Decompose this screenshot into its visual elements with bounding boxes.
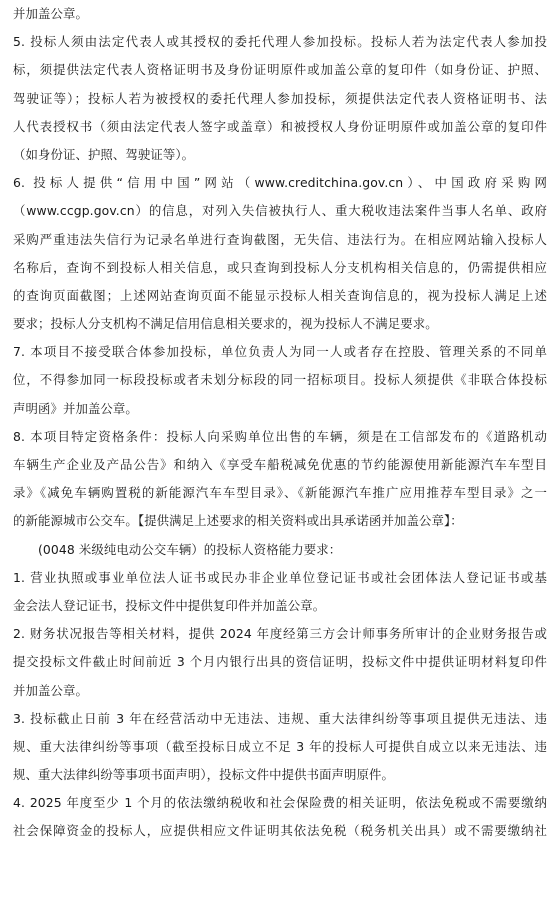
text-line: 标，须提供法定代表人资格证明书及身份证明原件或加盖公章的复印件（如身份证、护照、	[13, 62, 547, 78]
text-line: （www.ccgp.gov.cn）的信息，对列入失信被执行人、重大税收违法案件当事人名单、政府	[13, 203, 547, 219]
text-line: 3. 投标截止日前 3 年在经营活动中无违法、违规、重大法律纠纷等事项且提供无违法、违	[13, 710, 547, 726]
text-line: 6. 投标人提供“信用中国”网站（www.creditchina.gov.cn）、中国政府采购网	[13, 175, 547, 191]
text-line: 1. 营业执照或事业单位法人证书或民办非企业单位登记证书或社会团体法人登记证书或基	[13, 569, 547, 585]
text-line: 并加盖公章。	[13, 682, 88, 698]
text-line: 的新能源城市公交车。【提供满足上述要求的相关资料或出具承诺函并加盖公章】：	[13, 513, 463, 529]
text-line: 5. 投标人须由法定代表人或其授权的委托代理人参加投标。投标人若为法定代表人参加投	[13, 34, 547, 50]
text-line: 并加盖公章。	[13, 6, 88, 21]
text-line: 驾驶证等）；投标人若为被授权的委托代理人参加投标，须提供法定代表人资格证明书、法	[13, 90, 547, 106]
text-line: 提交投标文件截止时间前近 3 个月内银行出具的资信证明，投标文件中提供证明材料复印件	[13, 654, 547, 670]
text-line: 采购严重违法失信行为记录名单进行查询截图，无失信、违法行为。在相应网站输入投标人	[13, 231, 547, 247]
text-line: 车辆生产企业及产品公告》和纳入《享受车船税减免优惠的节约能源使用新能源汽车车型目	[13, 457, 547, 472]
section-heading: (0048 米级纯电动公交车辆）的投标人资格能力要求：	[38, 541, 342, 557]
text-line: 2. 财务状况报告等相关材料，提供 2024 年度经第三方会计师事务所审计的企业财务报告或	[13, 626, 547, 642]
text-line: 名称后，查询不到投标人相关信息，或只查询到投标人分支机构相关信息的，仍需提供相应	[13, 259, 547, 275]
text-line: 人代表授权书（须由法定代表人签字或盖章）和被授权人身份证明原件或加盖公章的复印件	[13, 118, 547, 134]
text-line: 规、重大法律纠纷等事项书面声明），投标文件中提供书面声明原件。	[13, 767, 395, 783]
text-line: （如身份证、护照、驾驶证等）。	[13, 146, 195, 162]
text-line: 的查询页面截图；上述网站查询页面不能显示投标人相关查询信息的，视为投标人满足上述	[13, 287, 547, 303]
text-line: 7. 本项目不接受联合体参加投标，单位负责人为同一人或者存在控股、管理关系的不同单	[13, 344, 547, 360]
text-line: 声明函》并加盖公章。	[13, 400, 138, 416]
text-line: 规、重大法律纠纷等事项（截至投标日成立不足 3 年的投标人可提供自成立以来无违法、违	[13, 738, 547, 754]
text-line: 社会保障资金的投标人，应提供相应文件证明其依法免税（税务机关出具）或不需要缴纳社	[13, 823, 547, 839]
text-line: 4. 2025 年度至少 1 个月的依法缴纳税收和社会保险费的相关证明，依法免税或不需要缴纳	[13, 795, 547, 811]
text-line: 位，不得参加同一标段投标或者未划分标段的同一招标项目。投标人须提供《非联合体投标	[13, 372, 547, 388]
text-line: 要求；投标人分支机构不满足信用信息相关要求的，视为投标人不满足要求。	[13, 316, 438, 332]
text-line: 录》《减免车辆购置税的新能源汽车车型目录》、《新能源汽车推广应用推荐车型目录》之一	[13, 485, 547, 501]
text-line: 8. 本项目特定资格条件：投标人向采购单位出售的车辆，须是在工信部发布的《道路机动	[13, 428, 547, 444]
text-line: 金会法人登记证书，投标文件中提供复印件并加盖公章。	[13, 597, 326, 613]
